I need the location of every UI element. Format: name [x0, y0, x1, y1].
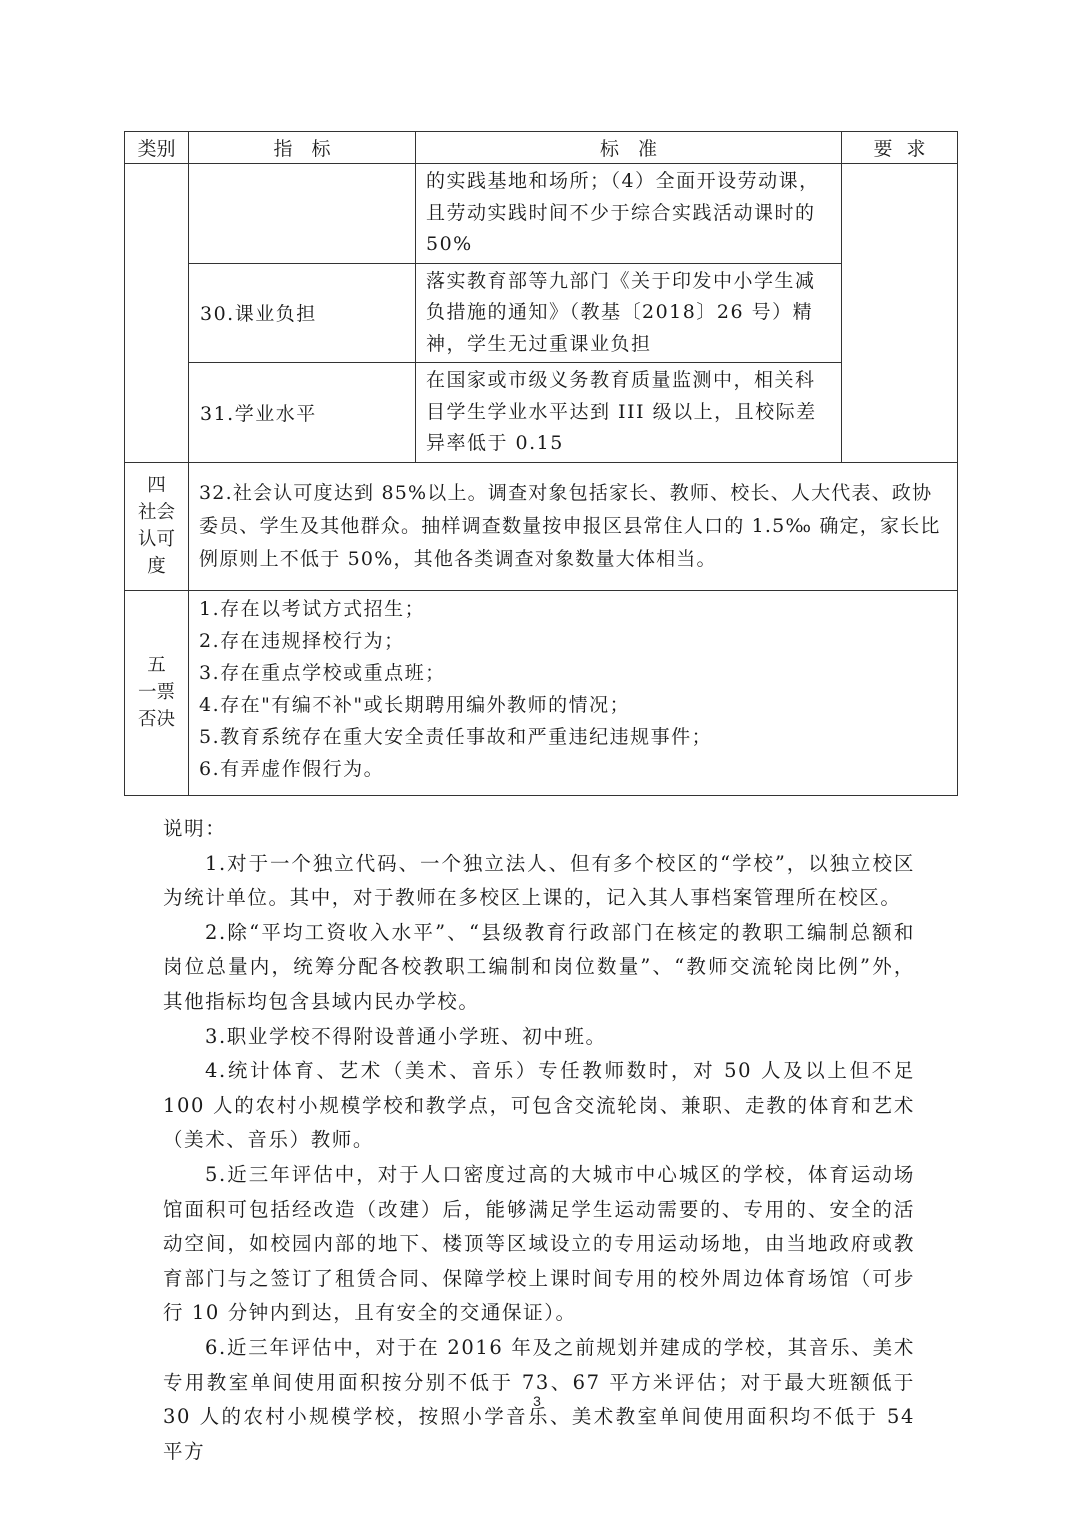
header-standard: 标 准	[416, 132, 842, 164]
veto-item: 6.有弄虚作假行为。	[199, 757, 385, 780]
indicator-academic-level: 31.学业水平	[200, 402, 317, 425]
note-paragraph: 3.职业学校不得附设普通小学班、初中班。	[205, 1024, 607, 1048]
indicator-course-burden: 30.课业负担	[200, 303, 317, 326]
header-category: 类别	[125, 132, 189, 164]
standards-table	[124, 131, 958, 796]
standard-cell: 的实践基地和场所；（4）全面开设劳动课，且劳动实践时间不少于综合实践活动课时的 50%	[416, 164, 842, 264]
veto-item: 4.存在"有编不补"或长期聘用编外教师的情况；	[199, 693, 631, 716]
table-row-social-recognition	[125, 462, 958, 590]
note-paragraph: 5.近三年评估中，对于人口密度过高的大城市中心城区的学校，体育运动场馆面积可包括经改造（改建）后，能够满足学生运动需要的、专用的、安全的活动空间，如校园内部的地下、楼顶等区域设立的专用运动场地，由当地政府或教育部门与之签订了租赁合同、保障学校上课时间专用的校外周边体育场馆（可步行 10 分钟内到达，且有安全的交通保证）。	[163, 1162, 915, 1325]
notes-section	[163, 812, 915, 1469]
veto-items-cell	[189, 590, 958, 795]
notes-title: 说明：	[163, 817, 227, 840]
table-row	[125, 363, 958, 463]
note-paragraph: 4.统计体育、艺术（美术、音乐）专任教师数时，对 50 人及以上但不足 100 人的农村小规模学校和教学点，可包含交流轮岗、兼职、走教的体育和艺术（美术、音乐）教师。	[163, 1059, 915, 1152]
indicator-cell	[189, 164, 416, 264]
header-requirement: 要求	[842, 132, 958, 164]
page-number: 3	[533, 1393, 541, 1409]
note-paragraph: 2.除“平均工资收入水平”、“县级教育行政部门在核定的教职工编制总额和岗位总量内，统筹分配各校教职工编制和岗位数量”、“教师交流轮岗比例”外，其他指标均包含县域内民办学校。	[163, 920, 915, 1013]
category-cell: 四 社会 认可 度	[125, 462, 189, 590]
indicator-cell	[189, 363, 416, 463]
veto-item: 3.存在重点学校或重点班；	[199, 661, 446, 684]
veto-item: 2.存在违规择校行为；	[199, 629, 405, 652]
note-paragraph: 1.对于一个独立代码、一个独立法人、但有多个校区的“学校”，以独立校区为统计单位。其中，对于教师在多校区上课的，记入其人事档案管理所在校区。	[163, 851, 915, 910]
standard-cell: 在国家或市级义务教育质量监测中，相关科目学生学业水平达到 III 级以上，且校际差异率低于 0.15	[416, 363, 842, 463]
veto-item: 1.存在以考试方式招生；	[199, 597, 426, 620]
indicator-cell	[189, 263, 416, 363]
veto-item: 5.教育系统存在重大安全责任事故和严重违纪违规事件；	[199, 725, 713, 748]
header-indicator: 指 标	[189, 132, 416, 164]
table-row	[125, 263, 958, 363]
table-header-row	[125, 132, 958, 164]
note-paragraph: 6.近三年评估中，对于在 2016 年及之前规划并建成的学校，其音乐、美术专用教室单间使用面积按分别不低于 73、67 平方米评估；对于最大班额低于 30 人的农村小规模学校，按照小学音乐、美术教室单间使用面积均不低于 54 平方	[163, 1335, 915, 1463]
table-row	[125, 164, 958, 264]
standard-cell: 落实教育部等九部门《关于印发中小学生减负措施的通知》（教基〔2018〕26 号）精神，学生无过重课业负担	[416, 263, 842, 363]
requirement-cell	[842, 164, 958, 463]
social-recognition-cell: 32.社会认可度达到 85%以上。调查对象包括家长、教师、校长、人大代表、政协委员、学生及其他群众。抽样调查数量按申报区县常住人口的 1.5‰ 确定，家长比例原则上不低于 50%，其他各类调查对象数量大体相当。	[189, 462, 958, 590]
table-row-veto	[125, 590, 958, 795]
category-cell	[125, 164, 189, 463]
category-cell: 五 一票 否决	[125, 590, 189, 795]
